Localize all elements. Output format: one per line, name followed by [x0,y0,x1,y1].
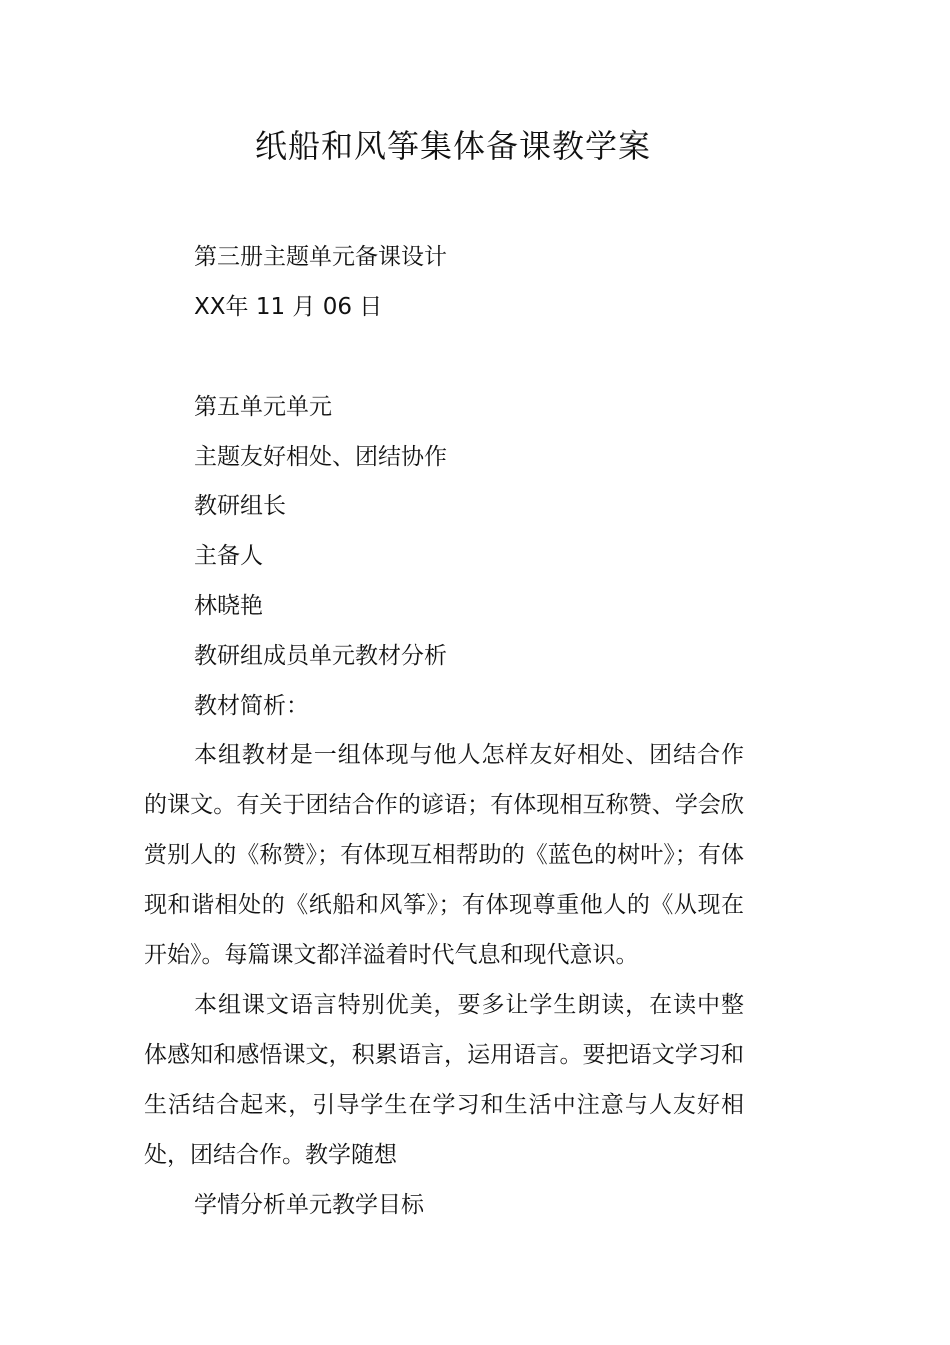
info-line-theme: 主题友好相处、团结协作 [194,444,447,470]
paragraph-teaching-notes: 本组课文语言特别优美，要多让学生朗读，在读中整体感知和感悟课文，积累语言，运用语言。要把语文学习和生活结合起来，引导学生在学习和生活中注意与人友好相处，团结合作。教学随想 [144,992,744,1168]
paragraph-material-analysis: 本组教材是一组体现与他人怎样友好相处、团结合作的课文。有关于团结合作的谚语；有体现相互称赞、学会欣赏别人的《称赞》；有体现互相帮助的《蓝色的树叶》；有体现和谐相处的《纸船和风筝》；有体现尊重他人的《从现在开始》。每篇课文都洋溢着时代气息和现代意识。 [144,742,744,968]
info-line-unit: 第五单元单元 [194,394,332,420]
document-title: 纸船和风筝集体备课教学案 [254,127,651,165]
footer-line-section: 学情分析单元教学目标 [194,1192,424,1218]
info-line-members: 教研组成员单元教材分析 [194,643,447,669]
info-line-material-heading: 教材简析： [194,693,309,719]
info-line-group-leader: 教研组长 [194,493,286,519]
info-line-preparer-name: 林晓艳 [194,593,263,619]
info-line-main-preparer: 主备人 [194,543,263,569]
header-line-subject: 第三册主题单元备课设计 [194,244,447,270]
header-line-date: XX年 11 月 06 日 [194,294,383,320]
